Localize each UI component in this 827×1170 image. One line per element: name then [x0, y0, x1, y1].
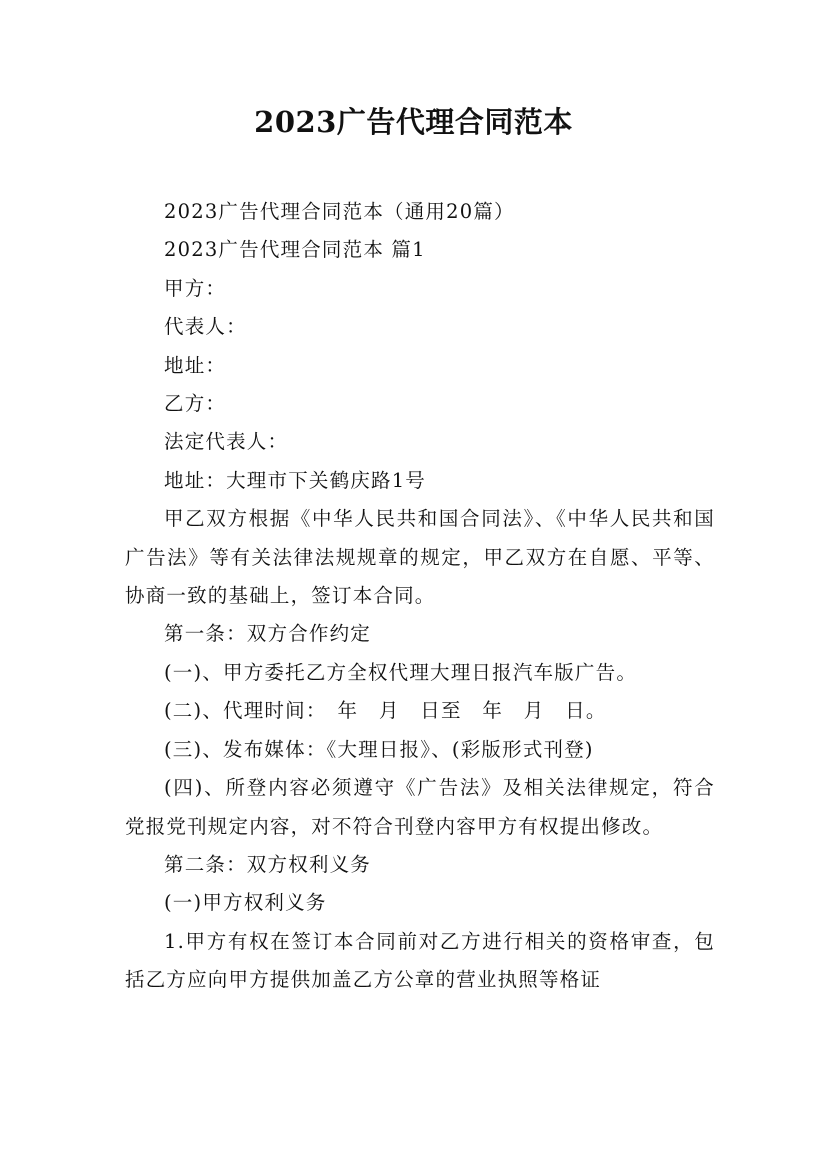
paragraph: (二)、代理时间： 年 月 日至 年 月 日。 — [164, 699, 607, 723]
paragraph: 甲乙双方根据《中华人民共和国合同法》、《中华人民共和国广告法》等有关法律法规规章的规定，甲乙双方在自愿、平等、协商一致的基础上，签订本合同。 — [125, 507, 715, 608]
paragraph: 2023广告代理合同范本（通用20篇） — [164, 200, 515, 223]
paragraph: 乙方： — [164, 392, 227, 416]
paragraph: (一)、甲方委托乙方全权代理大理日报汽车版广告。 — [164, 660, 638, 684]
paragraph: 地址： — [164, 353, 227, 377]
paragraph: 第一条：双方合作约定 — [164, 622, 372, 646]
document-title: 2023广告代理合同范本 — [254, 105, 573, 139]
paragraph: 甲方： — [164, 276, 227, 300]
paragraph: 1.甲方有权在签订本合同前对乙方进行相关的资格审查，包括乙方应向甲方提供加盖乙方公章的营业执照等格证 — [125, 929, 715, 992]
paragraph: 第二条：双方权利义务 — [164, 852, 372, 876]
paragraph: 法定代表人： — [164, 430, 289, 454]
paragraph: (三)、发布媒体：《大理日报》、(彩版形式刊登) — [164, 737, 594, 761]
paragraph: 代表人： — [164, 315, 247, 339]
paragraph: (四)、所登内容必须遵守《广告法》及相关法律规定，符合党报党刊规定内容，对不符合刊登内容甲方有权提出修改。 — [125, 776, 715, 838]
paragraph: 2023广告代理合同范本 篇1 — [164, 238, 426, 262]
paragraph: (一)甲方权利义务 — [164, 891, 327, 915]
paragraph: 地址：大理市下关鹤庆路1号 — [164, 468, 427, 492]
document-body — [125, 193, 715, 1000]
